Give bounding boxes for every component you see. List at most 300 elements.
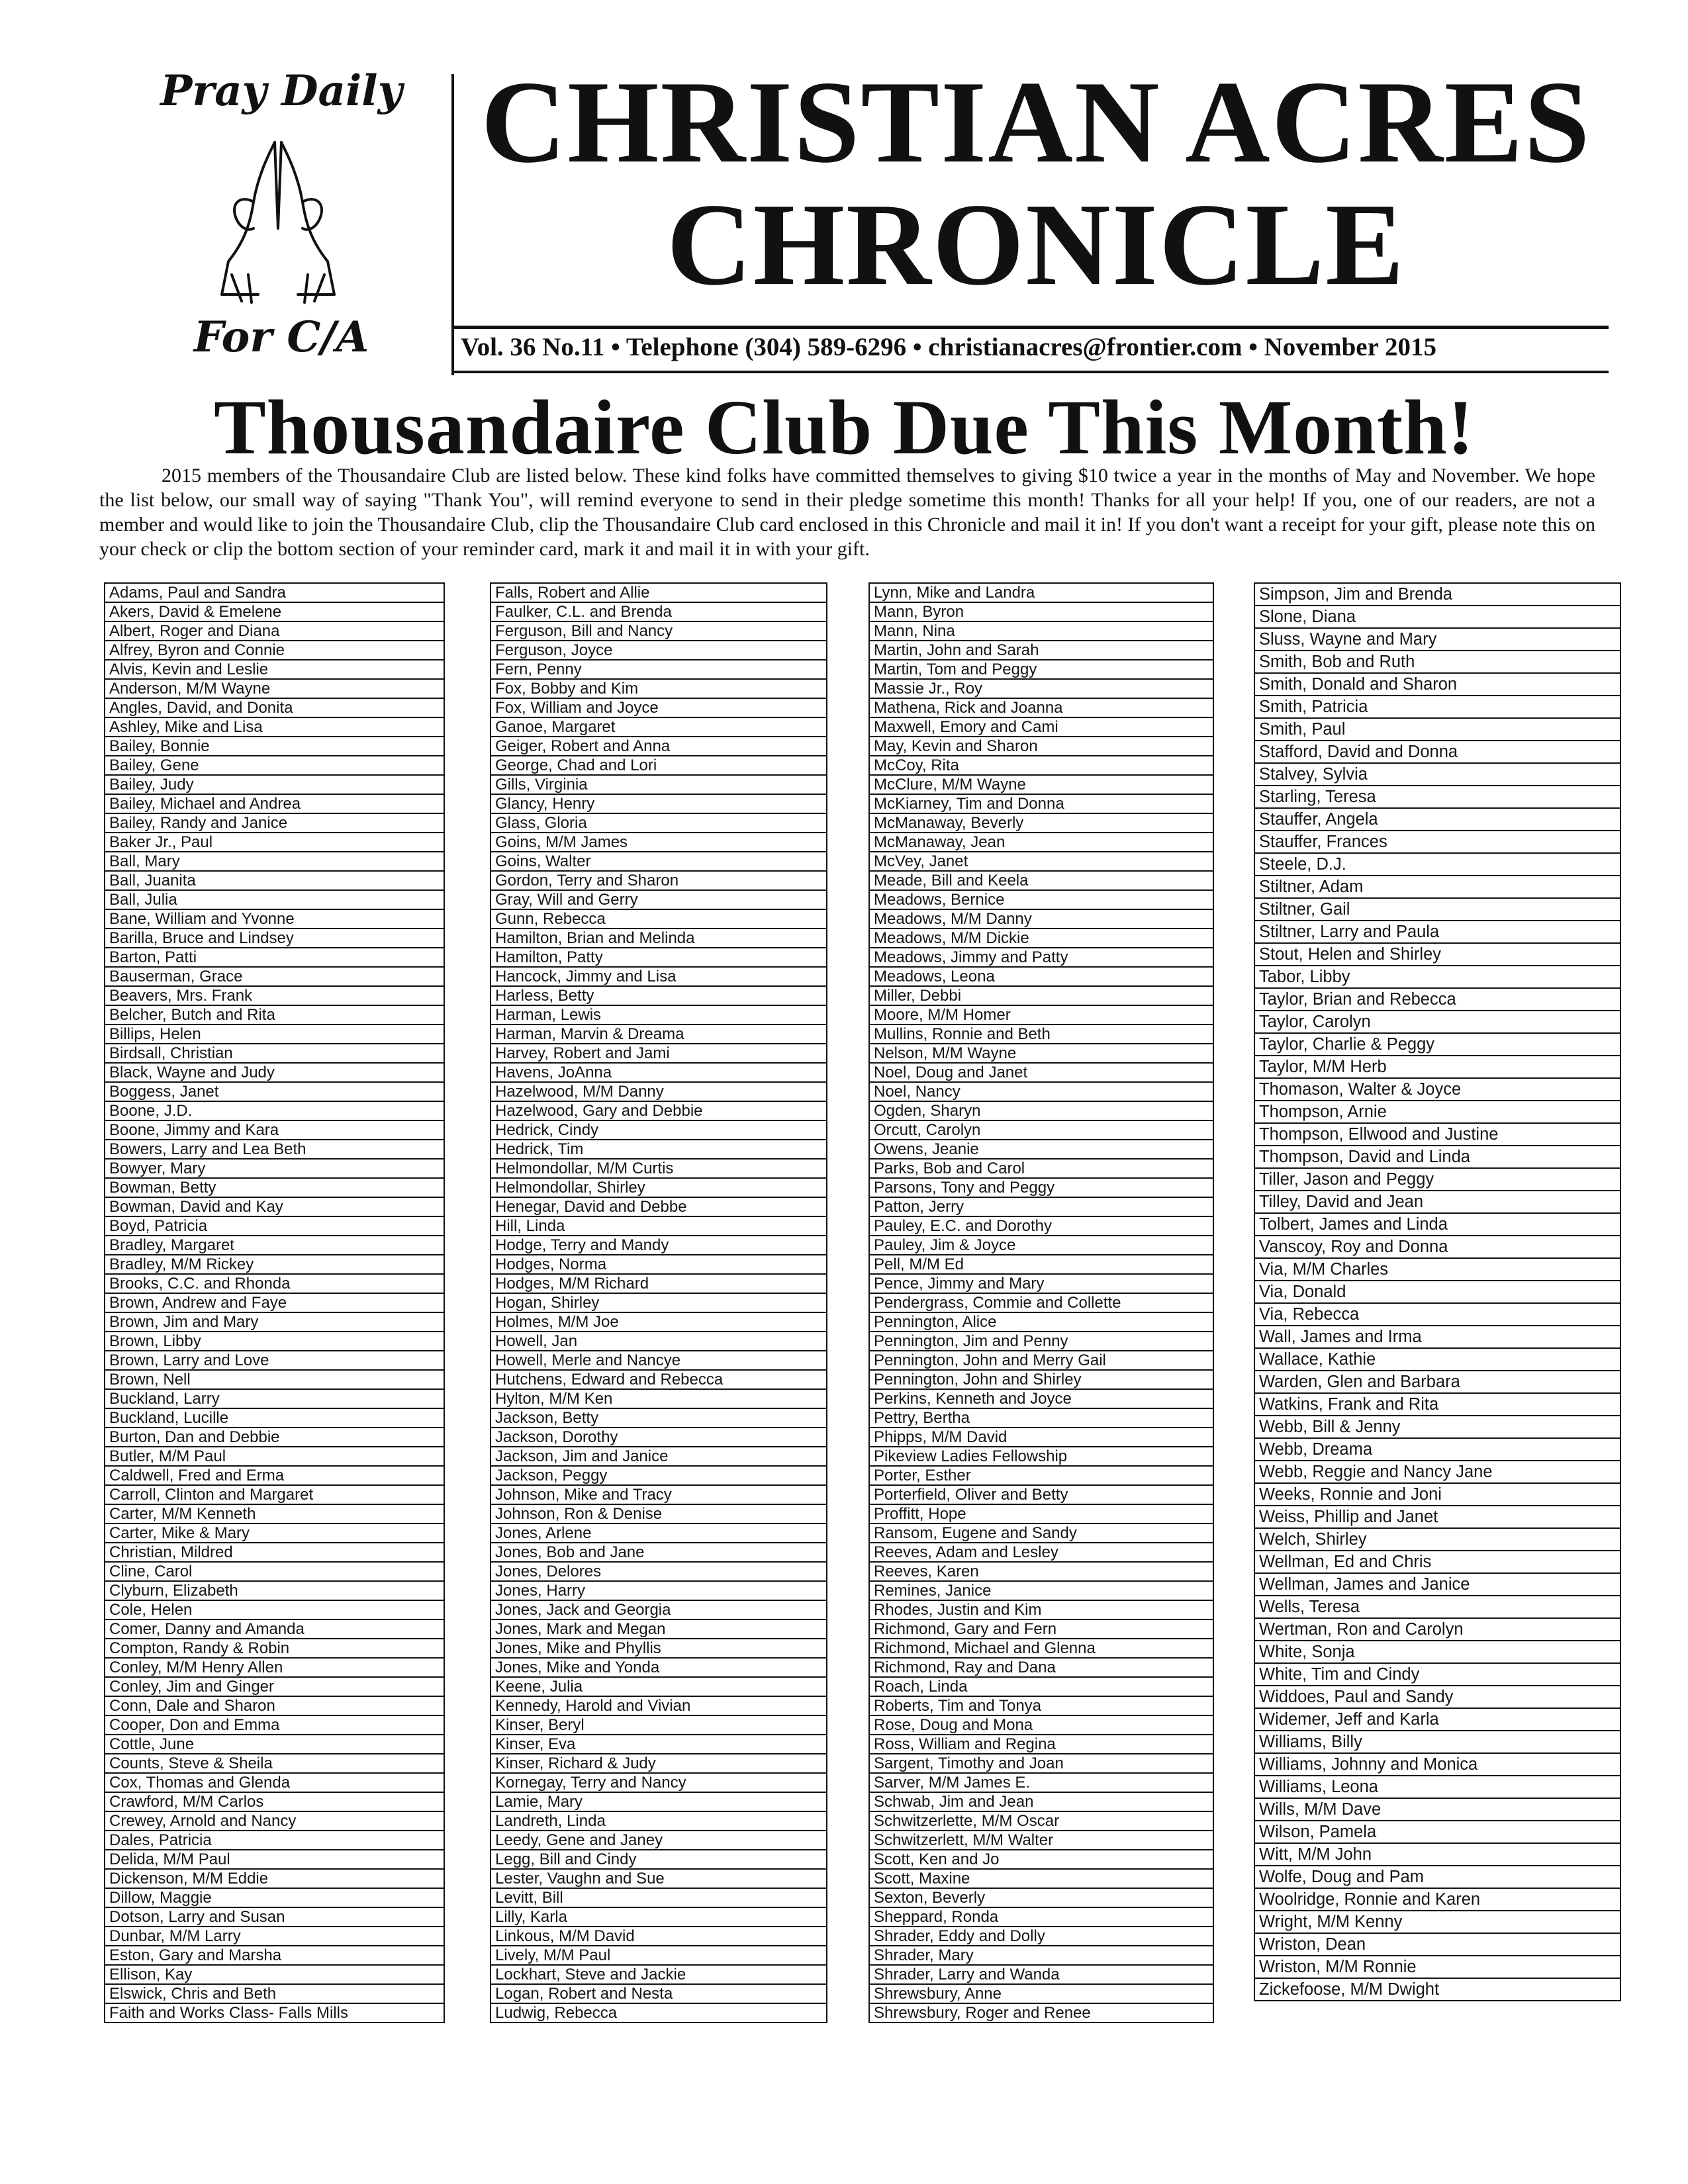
member-row (105, 1159, 444, 1178)
member-row (869, 986, 1213, 1005)
member-row (491, 717, 827, 737)
member-row (491, 1907, 827, 1927)
member-name: Kinser, Richard & Judy (491, 1754, 827, 1773)
member-row (105, 756, 444, 775)
member-row (869, 1101, 1213, 1120)
member-row (869, 1754, 1213, 1773)
member-name: Wilson, Pamela (1254, 1821, 1620, 1843)
member-list-column-4 (1254, 582, 1621, 2001)
member-name: Lynn, Mike and Landra (869, 583, 1213, 602)
member-name: Hedrick, Tim (491, 1140, 827, 1159)
member-row (1254, 1461, 1620, 1483)
member-name: Simpson, Jim and Brenda (1254, 583, 1620, 606)
member-name: Jackson, Peggy (491, 1466, 827, 1485)
member-row (1254, 1731, 1620, 1753)
member-row (869, 660, 1213, 679)
member-name: Jackson, Dorothy (491, 1428, 827, 1447)
member-name: Pell, M/M Ed (869, 1255, 1213, 1274)
member-row (869, 1850, 1213, 1869)
member-row (491, 986, 827, 1005)
member-row (1254, 1753, 1620, 1776)
member-row (491, 1082, 827, 1101)
issue-info-line: Vol. 36 No.11 • Telephone (304) 589-6296 • christianacres@frontier.com • November 2015 (461, 333, 1436, 361)
member-row (869, 1543, 1213, 1562)
member-row (869, 1236, 1213, 1255)
member-name: Cottle, June (105, 1735, 444, 1754)
member-name: Akers, David & Emelene (105, 602, 444, 621)
member-row (869, 602, 1213, 621)
member-name: Carter, M/M Kenneth (105, 1504, 444, 1524)
member-row (491, 1216, 827, 1236)
member-row (105, 1773, 444, 1792)
member-name: Faith and Works Class- Falls Mills (105, 2003, 444, 2023)
member-name: Cox, Thomas and Glenda (105, 1773, 444, 1792)
member-name: Meadows, M/M Dickie (869, 929, 1213, 948)
member-row (869, 1389, 1213, 1408)
member-name: Pennington, John and Merry Gail (869, 1351, 1213, 1370)
member-name: Wertman, Ron and Carolyn (1254, 1618, 1620, 1641)
member-row (105, 1965, 444, 1984)
member-name: Jones, Harry (491, 1581, 827, 1600)
member-name: Harless, Betty (491, 986, 827, 1005)
member-row (105, 1466, 444, 1485)
member-row (491, 1869, 827, 1888)
member-name: Baker Jr., Paul (105, 833, 444, 852)
member-row (105, 1581, 444, 1600)
member-row (105, 717, 444, 737)
member-row (869, 1428, 1213, 1447)
member-row (105, 1562, 444, 1581)
member-list-column-3 (868, 582, 1214, 2023)
member-name: Noel, Nancy (869, 1082, 1213, 1101)
member-name: Helmondollar, M/M Curtis (491, 1159, 827, 1178)
member-row (1254, 1933, 1620, 1956)
member-name: Wellman, James and Janice (1254, 1573, 1620, 1596)
member-row (105, 1504, 444, 1524)
member-row (1254, 853, 1620, 876)
member-name: Crawford, M/M Carlos (105, 1792, 444, 1811)
member-row (491, 1447, 827, 1466)
member-name: Holmes, M/M Joe (491, 1312, 827, 1332)
member-row (491, 1619, 827, 1639)
member-name: Maxwell, Emory and Cami (869, 717, 1213, 737)
member-row (869, 1140, 1213, 1159)
member-name: Mathena, Rick and Joanna (869, 698, 1213, 717)
member-row (491, 1504, 827, 1524)
member-row (105, 641, 444, 660)
member-name: Richmond, Ray and Dana (869, 1658, 1213, 1677)
member-name: Fern, Penny (491, 660, 827, 679)
member-name: Reeves, Adam and Lesley (869, 1543, 1213, 1562)
member-name: Keene, Julia (491, 1677, 827, 1696)
member-name: Cole, Helen (105, 1600, 444, 1619)
member-name: McManaway, Jean (869, 833, 1213, 852)
member-name: Warden, Glen and Barbara (1254, 1371, 1620, 1393)
member-row (869, 1447, 1213, 1466)
member-name: Helmondollar, Shirley (491, 1178, 827, 1197)
member-name: Hazelwood, M/M Danny (491, 1082, 827, 1101)
member-name: Roberts, Tim and Tonya (869, 1696, 1213, 1715)
member-name: Compton, Randy & Robin (105, 1639, 444, 1658)
member-row (491, 1024, 827, 1044)
member-row (869, 1946, 1213, 1965)
member-name: Gills, Virginia (491, 775, 827, 794)
member-name: Witt, M/M John (1254, 1843, 1620, 1866)
masthead-bottom-rule (451, 371, 1609, 373)
member-name: Proffitt, Hope (869, 1504, 1213, 1524)
member-name: Cline, Carol (105, 1562, 444, 1581)
member-name: Cooper, Don and Emma (105, 1715, 444, 1735)
member-row (869, 1773, 1213, 1792)
member-name: Jones, Mark and Megan (491, 1619, 827, 1639)
member-name: Wolfe, Doug and Pam (1254, 1866, 1620, 1888)
member-name: Brown, Nell (105, 1370, 444, 1389)
member-name: Smith, Patricia (1254, 696, 1620, 718)
member-row (869, 1581, 1213, 1600)
member-list-column-2 (490, 582, 827, 2023)
member-name: Kinser, Eva (491, 1735, 827, 1754)
member-name: Alfrey, Byron and Connie (105, 641, 444, 660)
member-row (1254, 1303, 1620, 1326)
member-row (105, 698, 444, 717)
member-row (105, 1351, 444, 1370)
member-name: Wellman, Ed and Chris (1254, 1551, 1620, 1573)
member-row (869, 967, 1213, 986)
member-name: Taylor, Carolyn (1254, 1011, 1620, 1033)
member-name: Meadows, Jimmy and Patty (869, 948, 1213, 967)
member-name: Billips, Helen (105, 1024, 444, 1044)
member-row (869, 1082, 1213, 1101)
member-name: Smith, Donald and Sharon (1254, 673, 1620, 696)
member-row (1254, 1573, 1620, 1596)
member-name: Welch, Shirley (1254, 1528, 1620, 1551)
member-name: Glancy, Henry (491, 794, 827, 813)
member-row (1254, 1056, 1620, 1078)
member-row (491, 1658, 827, 1677)
member-name: Kornegay, Terry and Nancy (491, 1773, 827, 1792)
member-name: Alvis, Kevin and Leslie (105, 660, 444, 679)
member-row (491, 737, 827, 756)
member-row (105, 2003, 444, 2023)
member-name: Goins, Walter (491, 852, 827, 871)
member-name: Massie Jr., Roy (869, 679, 1213, 698)
member-row (491, 1236, 827, 1255)
member-row (105, 775, 444, 794)
member-row (491, 1888, 827, 1907)
member-row (1254, 1371, 1620, 1393)
member-row (491, 833, 827, 852)
member-name: Wall, James and Irma (1254, 1326, 1620, 1348)
member-row (105, 1696, 444, 1715)
member-name: Phipps, M/M David (869, 1428, 1213, 1447)
logo-bottom-text: For C/A (193, 312, 369, 362)
member-name: Vanscoy, Roy and Donna (1254, 1236, 1620, 1258)
member-name: Bowers, Larry and Lea Beth (105, 1140, 444, 1159)
member-name: Lockhart, Steve and Jackie (491, 1965, 827, 1984)
member-name: Tilley, David and Jean (1254, 1191, 1620, 1213)
member-name: Christian, Mildred (105, 1543, 444, 1562)
member-row (491, 1293, 827, 1312)
member-name: Harman, Lewis (491, 1005, 827, 1024)
member-name: Gordon, Terry and Sharon (491, 871, 827, 890)
member-name: Brown, Andrew and Faye (105, 1293, 444, 1312)
member-name: Bailey, Bonnie (105, 737, 444, 756)
member-name: Ball, Mary (105, 852, 444, 871)
member-row (105, 1408, 444, 1428)
member-row (1254, 1776, 1620, 1798)
member-row (869, 1888, 1213, 1907)
masthead-logo (126, 66, 437, 371)
member-row (105, 1984, 444, 2003)
member-row (105, 1677, 444, 1696)
member-row (869, 1466, 1213, 1485)
masthead-vertical-rule (451, 74, 454, 375)
member-name: White, Sonja (1254, 1641, 1620, 1663)
member-row (105, 1888, 444, 1907)
member-row (491, 1370, 827, 1389)
member-name: Hazelwood, Gary and Debbie (491, 1101, 827, 1120)
member-row (1254, 583, 1620, 606)
member-name: Barton, Patti (105, 948, 444, 967)
member-name: Angles, David, and Donita (105, 698, 444, 717)
member-name: Gunn, Rebecca (491, 909, 827, 929)
member-name: Bailey, Gene (105, 756, 444, 775)
member-name: Beavers, Mrs. Frank (105, 986, 444, 1005)
member-name: Birdsall, Christian (105, 1044, 444, 1063)
member-row (1254, 606, 1620, 628)
member-name: Dillow, Maggie (105, 1888, 444, 1907)
member-name: Ferguson, Joyce (491, 641, 827, 660)
member-name: Richmond, Gary and Fern (869, 1619, 1213, 1639)
member-name: Williams, Johnny and Monica (1254, 1753, 1620, 1776)
member-name: Starling, Teresa (1254, 786, 1620, 808)
member-name: Sargent, Timothy and Joan (869, 1754, 1213, 1773)
member-row (869, 621, 1213, 641)
member-name: Hogan, Shirley (491, 1293, 827, 1312)
member-row (869, 909, 1213, 929)
member-name: Pennington, Jim and Penny (869, 1332, 1213, 1351)
member-row (1254, 1888, 1620, 1911)
member-row (869, 1562, 1213, 1581)
member-row (869, 929, 1213, 948)
member-name: Brown, Libby (105, 1332, 444, 1351)
member-name: McCoy, Rita (869, 756, 1213, 775)
member-row (869, 641, 1213, 660)
member-name: Ball, Juanita (105, 871, 444, 890)
member-row (105, 986, 444, 1005)
member-name: Stauffer, Frances (1254, 831, 1620, 853)
member-row (491, 1735, 827, 1754)
member-row (869, 1024, 1213, 1044)
member-row (1254, 1146, 1620, 1168)
member-name: Rhodes, Justin and Kim (869, 1600, 1213, 1619)
newspaper-title (463, 56, 1609, 310)
member-name: Comer, Danny and Amanda (105, 1619, 444, 1639)
member-row (869, 1811, 1213, 1831)
member-name: Hutchens, Edward and Rebecca (491, 1370, 827, 1389)
member-name: Webb, Dreama (1254, 1438, 1620, 1461)
member-row (491, 794, 827, 813)
member-row (869, 1312, 1213, 1332)
member-row (105, 1024, 444, 1044)
member-name: Pettry, Bertha (869, 1408, 1213, 1428)
member-name: Bradley, M/M Rickey (105, 1255, 444, 1274)
member-name: Stiltner, Larry and Paula (1254, 921, 1620, 943)
member-row (869, 1408, 1213, 1428)
member-row (491, 1715, 827, 1735)
member-row (1254, 1213, 1620, 1236)
member-name: Patton, Jerry (869, 1197, 1213, 1216)
member-row (491, 852, 827, 871)
member-row (105, 967, 444, 986)
member-name: Carter, Mike & Mary (105, 1524, 444, 1543)
member-row (869, 717, 1213, 737)
member-name: Stout, Helen and Shirley (1254, 943, 1620, 966)
member-name: Schwab, Jim and Jean (869, 1792, 1213, 1811)
title-line-1: CHRISTIAN ACRES (481, 56, 1591, 187)
member-row (105, 1274, 444, 1293)
member-name: Porterfield, Oliver and Betty (869, 1485, 1213, 1504)
member-name: Webb, Reggie and Nancy Jane (1254, 1461, 1620, 1483)
member-name: Pendergrass, Commie and Collette (869, 1293, 1213, 1312)
member-row (869, 1120, 1213, 1140)
member-row (105, 852, 444, 871)
member-name: Hedrick, Cindy (491, 1120, 827, 1140)
member-row (105, 1255, 444, 1274)
member-name: Gray, Will and Gerry (491, 890, 827, 909)
member-row (105, 1524, 444, 1543)
member-name: Stalvey, Sylvia (1254, 763, 1620, 786)
member-name: Burton, Dan and Debbie (105, 1428, 444, 1447)
member-row (1254, 943, 1620, 966)
member-row (105, 929, 444, 948)
member-row (869, 948, 1213, 967)
member-row (105, 1831, 444, 1850)
member-row (1254, 1191, 1620, 1213)
member-row (491, 1332, 827, 1351)
member-row (105, 1370, 444, 1389)
member-row (105, 1140, 444, 1159)
member-row (105, 1178, 444, 1197)
member-name: Counts, Steve & Sheila (105, 1754, 444, 1773)
member-name: Hamilton, Patty (491, 948, 827, 967)
member-row (105, 1946, 444, 1965)
member-row (869, 1792, 1213, 1811)
member-name: Buckland, Lucille (105, 1408, 444, 1428)
member-name: Taylor, M/M Herb (1254, 1056, 1620, 1078)
member-name: Hodges, M/M Richard (491, 1274, 827, 1293)
member-row (491, 775, 827, 794)
member-row (1254, 1078, 1620, 1101)
member-row (869, 1159, 1213, 1178)
member-row (869, 1619, 1213, 1639)
member-name: Jones, Mike and Phyllis (491, 1639, 827, 1658)
member-row (491, 1773, 827, 1792)
member-name: Boyd, Patricia (105, 1216, 444, 1236)
member-row (491, 1197, 827, 1216)
member-name: Pence, Jimmy and Mary (869, 1274, 1213, 1293)
member-row (105, 1063, 444, 1082)
member-name: Woolridge, Ronnie and Karen (1254, 1888, 1620, 1911)
member-name: Porter, Esther (869, 1466, 1213, 1485)
member-name: Stiltner, Adam (1254, 876, 1620, 898)
member-name: Boone, Jimmy and Kara (105, 1120, 444, 1140)
member-name: Nelson, M/M Wayne (869, 1044, 1213, 1063)
member-name: Tabor, Libby (1254, 966, 1620, 988)
member-name: Carroll, Clinton and Margaret (105, 1485, 444, 1504)
member-name: Sarver, M/M James E. (869, 1773, 1213, 1792)
member-name: Watkins, Frank and Rita (1254, 1393, 1620, 1416)
member-row (1254, 921, 1620, 943)
member-row (105, 948, 444, 967)
member-name: Linkous, M/M David (491, 1927, 827, 1946)
member-name: Ogden, Sharyn (869, 1101, 1213, 1120)
member-row (491, 1600, 827, 1619)
member-name: Dickenson, M/M Eddie (105, 1869, 444, 1888)
member-name: Jones, Arlene (491, 1524, 827, 1543)
member-row (869, 1351, 1213, 1370)
member-row (869, 1696, 1213, 1715)
member-name: Stauffer, Angela (1254, 808, 1620, 831)
member-name: Schwitzerlette, M/M Oscar (869, 1811, 1213, 1831)
member-name: Kennedy, Harold and Vivian (491, 1696, 827, 1715)
member-row (105, 1907, 444, 1927)
member-name: Eston, Gary and Marsha (105, 1946, 444, 1965)
member-row (1254, 1843, 1620, 1866)
member-row (105, 1811, 444, 1831)
member-row (105, 1120, 444, 1140)
member-row (1254, 1528, 1620, 1551)
member-name: Sexton, Beverly (869, 1888, 1213, 1907)
member-name: Thompson, Ellwood and Justine (1254, 1123, 1620, 1146)
member-name: Wriston, Dean (1254, 1933, 1620, 1956)
member-row (491, 621, 827, 641)
member-name: Legg, Bill and Cindy (491, 1850, 827, 1869)
member-name: Pennington, Alice (869, 1312, 1213, 1332)
member-name: Shrewsbury, Roger and Renee (869, 2003, 1213, 2023)
member-row (1254, 1281, 1620, 1303)
member-name: Weiss, Phillip and Janet (1254, 1506, 1620, 1528)
member-name: Jackson, Jim and Janice (491, 1447, 827, 1466)
member-row (105, 1005, 444, 1024)
member-row (1254, 651, 1620, 673)
title-line-2: CHRONICLE (667, 179, 1405, 310)
member-row (105, 1619, 444, 1639)
member-name: Dales, Patricia (105, 1831, 444, 1850)
member-name: Martin, Tom and Peggy (869, 660, 1213, 679)
member-row (105, 1850, 444, 1869)
member-row (869, 1677, 1213, 1696)
member-name: Bailey, Randy and Janice (105, 813, 444, 833)
member-row (491, 871, 827, 890)
member-row (869, 1370, 1213, 1389)
member-row (869, 1178, 1213, 1197)
member-row (1254, 1168, 1620, 1191)
member-row (1254, 1483, 1620, 1506)
member-row (1254, 741, 1620, 763)
member-row (491, 1965, 827, 1984)
member-row (869, 1216, 1213, 1236)
member-name: McClure, M/M Wayne (869, 775, 1213, 794)
member-name: Widdoes, Paul and Sandy (1254, 1686, 1620, 1708)
member-name: Owens, Jeanie (869, 1140, 1213, 1159)
member-row (105, 1715, 444, 1735)
member-row (869, 1715, 1213, 1735)
member-name: Thompson, Arnie (1254, 1101, 1620, 1123)
member-row (869, 852, 1213, 871)
member-row (105, 794, 444, 813)
member-name: Jones, Mike and Yonda (491, 1658, 827, 1677)
